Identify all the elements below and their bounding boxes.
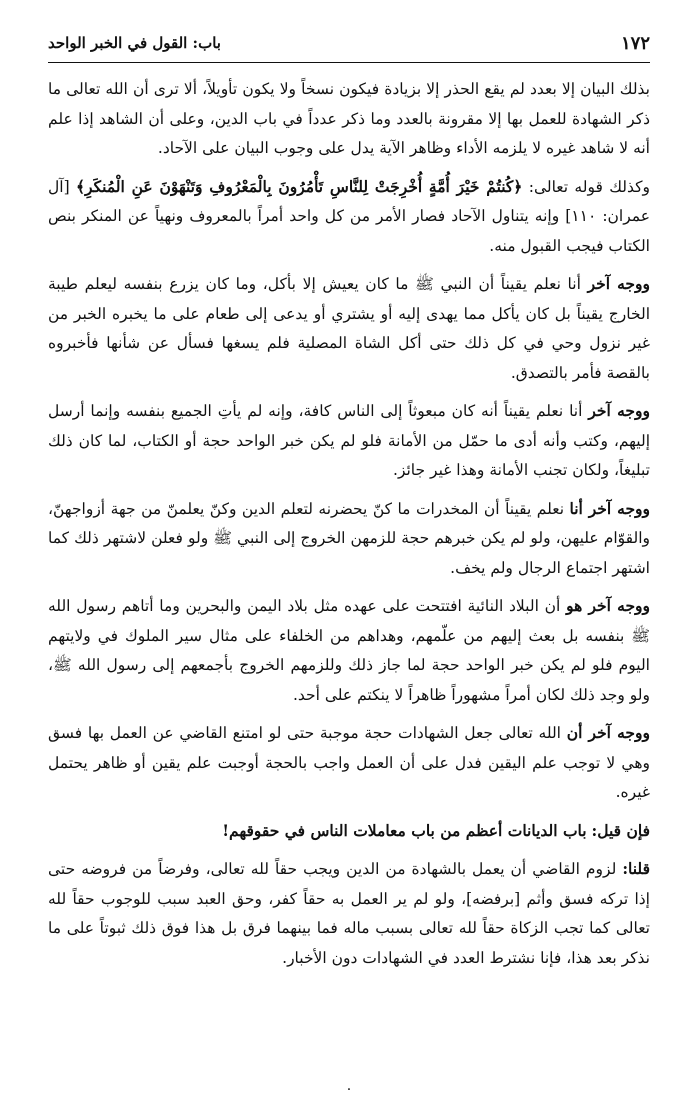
paragraph-text: أنا نعلم يقيناً أن النبي ﷺ ما كان يعيش إلا بأكل، وما كان يزرع بنفسه ليعلم طيبة الخارج يقيناً بل كان يأكل مما يهدى إليه أو يشتري أو يدعى إلى طعام على ما يخبره الخبر من غير نزول وحي في كل ذلك حتى أكل الشاة المصلية فلم يسغها فسأل عن شأنها فأخبروه بالقصة فأمر بالتصدق. <box>48 275 650 382</box>
paragraph-text: بذلك البيان إلا بعدد لم يقع الحذر إلا بزيادة فيكون نسخاً ولا يكون تأويلاً، ألا ترى أن الله تعالى ما ذكر الشهادة للعمل بها إلا مقرونة بالعدد وما ذكر عدداً في باب الدين، وعلى أن الشاهد إذا علم أنه لا شاهد غيره لا يلزمه الأداء وظاهر الآية يدل على وجوب البيان على الآحاد. <box>48 80 650 157</box>
paragraph-7 <box>48 718 650 808</box>
paragraph-3 <box>48 269 650 388</box>
paragraph-text: الله تعالى جعل الشهادات حجة موجبة حتى لو امتنع القاضي عن العمل بها فسق وهي لا توجب علم اليقين فدل على أن العمل واجب بالحجة أوجبت علم يقين أو ظاهر يحتمل غيره. <box>48 724 650 801</box>
paragraph-text: لزوم القاضي أن يعمل بالشهادة من الدين ويجب حقاً لله تعالى، وفرضاً من فروضه حتى إذا تركه فسق وأثم [برفضه]، ولو لم ير العمل به حقاً كفر، وحق العبد سبب للوجوب حقاً لله تعالى كما تجب الزكاة حقاً لله تعالى بسبب ماله فما بينهما فرق بل هذا فوق ذلك ثبوتاً على ما نذكر بعد هذا، فإنا نشترط العدد في الشهادات دون الأخبار. <box>48 860 650 967</box>
paragraph-8 <box>48 816 650 847</box>
page-body <box>48 75 650 973</box>
paragraph-lead: وكذلك قوله تعالى: <box>528 177 650 196</box>
footer-mark: . <box>346 1078 352 1094</box>
paragraph-text: نعلم يقيناً أن المخدرات ما كنّ يحضرنه لتعلم الدين وكنّ يعلمنّ من جهة أزواجهنّ، والقوّام عليهن، ولو لم يكن خبرهم حجة للزمهن الخروج إلى النبي ﷺ ولو فعلن لاشتهر ذلك كما اشتهر اجتماع الرجال ولم يخف. <box>48 499 650 577</box>
paragraph-text: [آل عمران: ١١٠] وإنه يتناول الآحاد فصار الأمر من كل واحد أمراً بالمعروف ونهياً عن المنكر بنص الكتاب فيجب القبول منه. <box>48 177 650 255</box>
paragraph-1 <box>48 75 650 164</box>
paragraph-5 <box>48 494 650 584</box>
paragraph-9 <box>48 854 650 973</box>
paragraph-lead: ووجه آخر هو <box>566 596 650 615</box>
paragraph-text: باب الديانات أعظم من باب معاملات الناس في حقوقهم! <box>222 820 587 840</box>
paragraph-4 <box>48 396 650 486</box>
page-number: ١٧٢ <box>620 32 650 54</box>
paragraph-lead: ووجه آخر <box>587 274 650 293</box>
paragraph-lead: قلنا: <box>622 859 650 878</box>
quran-verse: ﴿كُنتُمْ خَيْرَ أُمَّةٍ أُخْرِجَتْ لِلنَّاسِ تَأْمُرُونَ بِالْمَعْرُوفِ وَتَنْهَوْنَ عَنِ الْمُنكَرِ﴾ <box>75 176 523 196</box>
paragraph-lead: فإن قيل: <box>591 820 650 840</box>
paragraph-lead: ووجه آخر أن <box>566 723 650 742</box>
paragraph-lead: ووجه آخر أنا <box>569 498 650 518</box>
page-header <box>48 30 650 63</box>
paragraph-6 <box>48 591 650 710</box>
running-title: باب: القول في الخبر الواحد <box>48 34 221 52</box>
paragraph-lead: ووجه آخر <box>588 401 650 420</box>
paragraph-text: أن البلاد النائية افتتحت على عهده مثل بلاد اليمن والبحرين وما أتاهم رسول الله ﷺ بنفسه بل بعث إليهم من علّمهم، وهداهم من الخلفاء على مثال سير الملوك في ولايتهم اليوم فلو لم يكن خبر الواحد حجة لما جاز ذلك وللزمهم الخروج بأجمعهم إلى رسول الله ﷺ، ولو وجد ذلك لكان أمراً مشهوراً ظاهراً لا ينكتم على أحد. <box>48 597 650 704</box>
paragraph-text: أنا نعلم يقيناً أنه كان مبعوثاً إلى الناس كافة، وإنه لم يأتِ الجميع بنفسه وإنما أرسل إليهم، وكتب وأنه أدى ما حمّل من الأمانة فلو لم يكن خبر الواحد حجة أو الكتاب، لما كان ذلك تبليغاً، ولكان تجنب الأمانة وهذا غير جائز. <box>48 402 650 479</box>
paragraph-2 <box>48 172 650 262</box>
